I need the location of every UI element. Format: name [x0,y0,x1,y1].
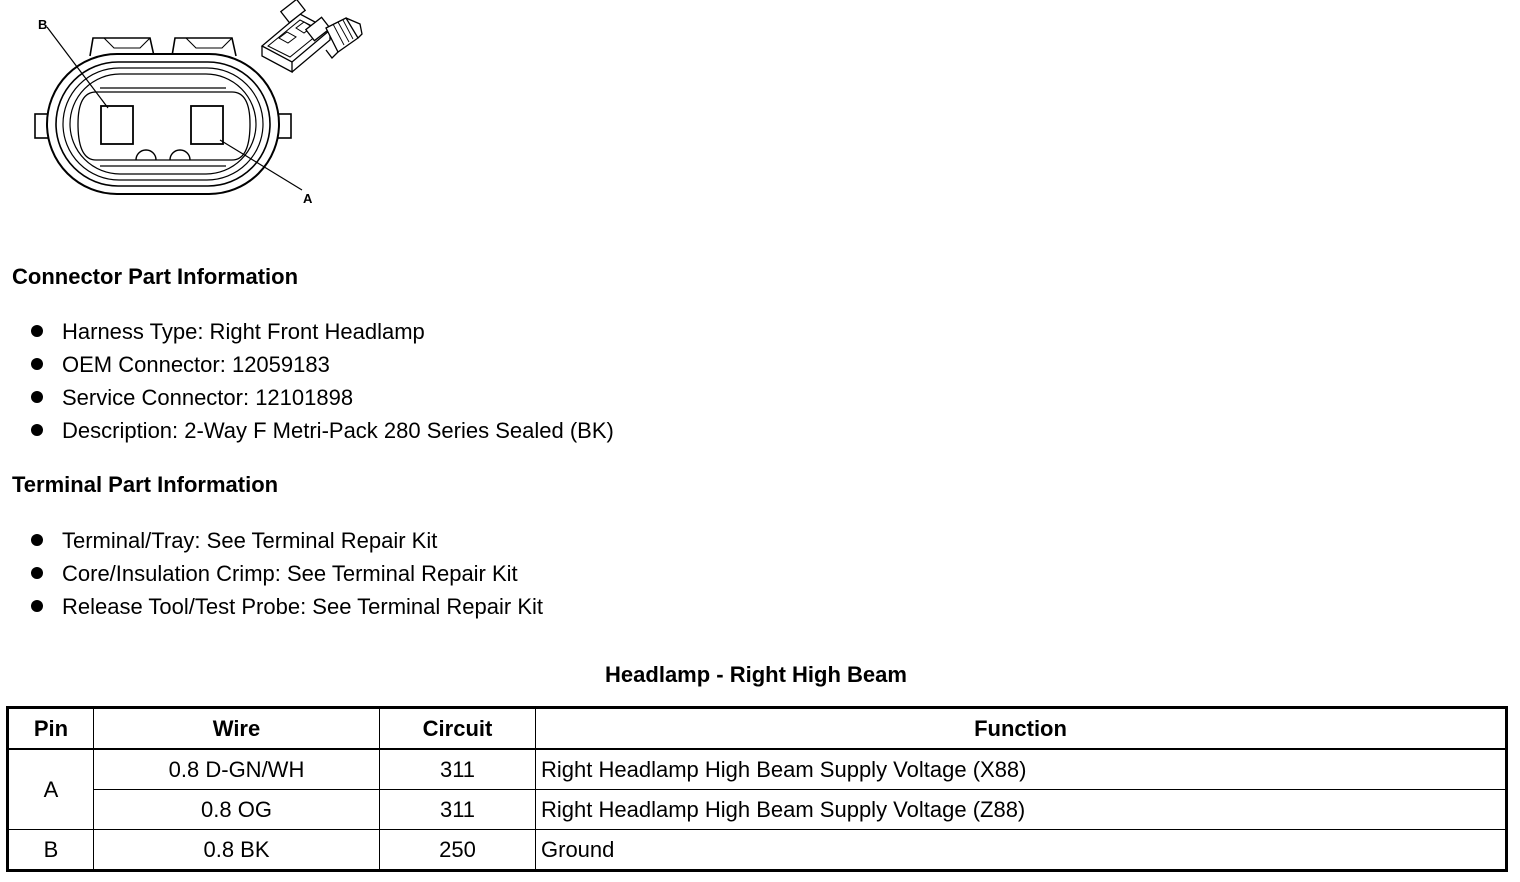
wire-cell: 0.8 OG [94,790,380,830]
list-item: Service Connector: 12101898 [28,381,614,414]
function-cell: Ground [536,830,1507,871]
list-item: Core/Insulation Crimp: See Terminal Repair Kit [28,557,543,590]
circuit-cell: 311 [380,749,536,790]
wire-cell: 0.8 BK [94,830,380,871]
bullet-dot-icon [31,600,43,612]
pinout-table [6,706,1508,872]
function-cell: Right Headlamp High Beam Supply Voltage (X88) [536,749,1507,790]
table-row [8,790,1507,830]
column-header-wire: Wire [94,708,380,750]
table-row [8,749,1507,790]
list-item: Release Tool/Test Probe: See Terminal Repair Kit [28,590,543,623]
connector-info-heading: Connector Part Information [12,264,299,289]
circuit-cell: 250 [380,830,536,871]
bullet-dot-icon [31,567,43,579]
table-row [8,830,1507,871]
function-cell: Right Headlamp High Beam Supply Voltage (Z88) [536,790,1507,830]
bullet-dot-icon [31,358,43,370]
column-header-pin: Pin [8,708,94,750]
list-item: Terminal/Tray: See Terminal Repair Kit [28,524,543,557]
bullet-dot-icon [31,391,43,403]
bullet-dot-icon [31,424,43,436]
terminal-info-list [28,524,543,623]
bullet-dot-icon [31,325,43,337]
list-item: OEM Connector: 12059183 [28,348,614,381]
circuit-cell: 311 [380,790,536,830]
pin-cell: A [8,749,94,830]
table-header-row [8,708,1507,750]
column-header-circuit: Circuit [380,708,536,750]
list-item: Description: 2-Way F Metri-Pack 280 Series Sealed (BK) [28,414,614,447]
pin-cell: B [8,830,94,871]
connector-face-diagram [0,0,380,220]
bullet-dot-icon [31,534,43,546]
connector-isometric-icon [262,0,362,72]
terminal-info-heading: Terminal Part Information [12,472,279,497]
connector-info-list [28,315,614,447]
list-item: Harness Type: Right Front Headlamp [28,315,614,348]
wire-cell: 0.8 D-GN/WH [94,749,380,790]
pin-a-label: A [303,191,313,206]
pin-b-label: B [38,17,48,32]
column-header-function: Function [536,708,1507,750]
table-title: Headlamp - Right High Beam [605,662,907,687]
